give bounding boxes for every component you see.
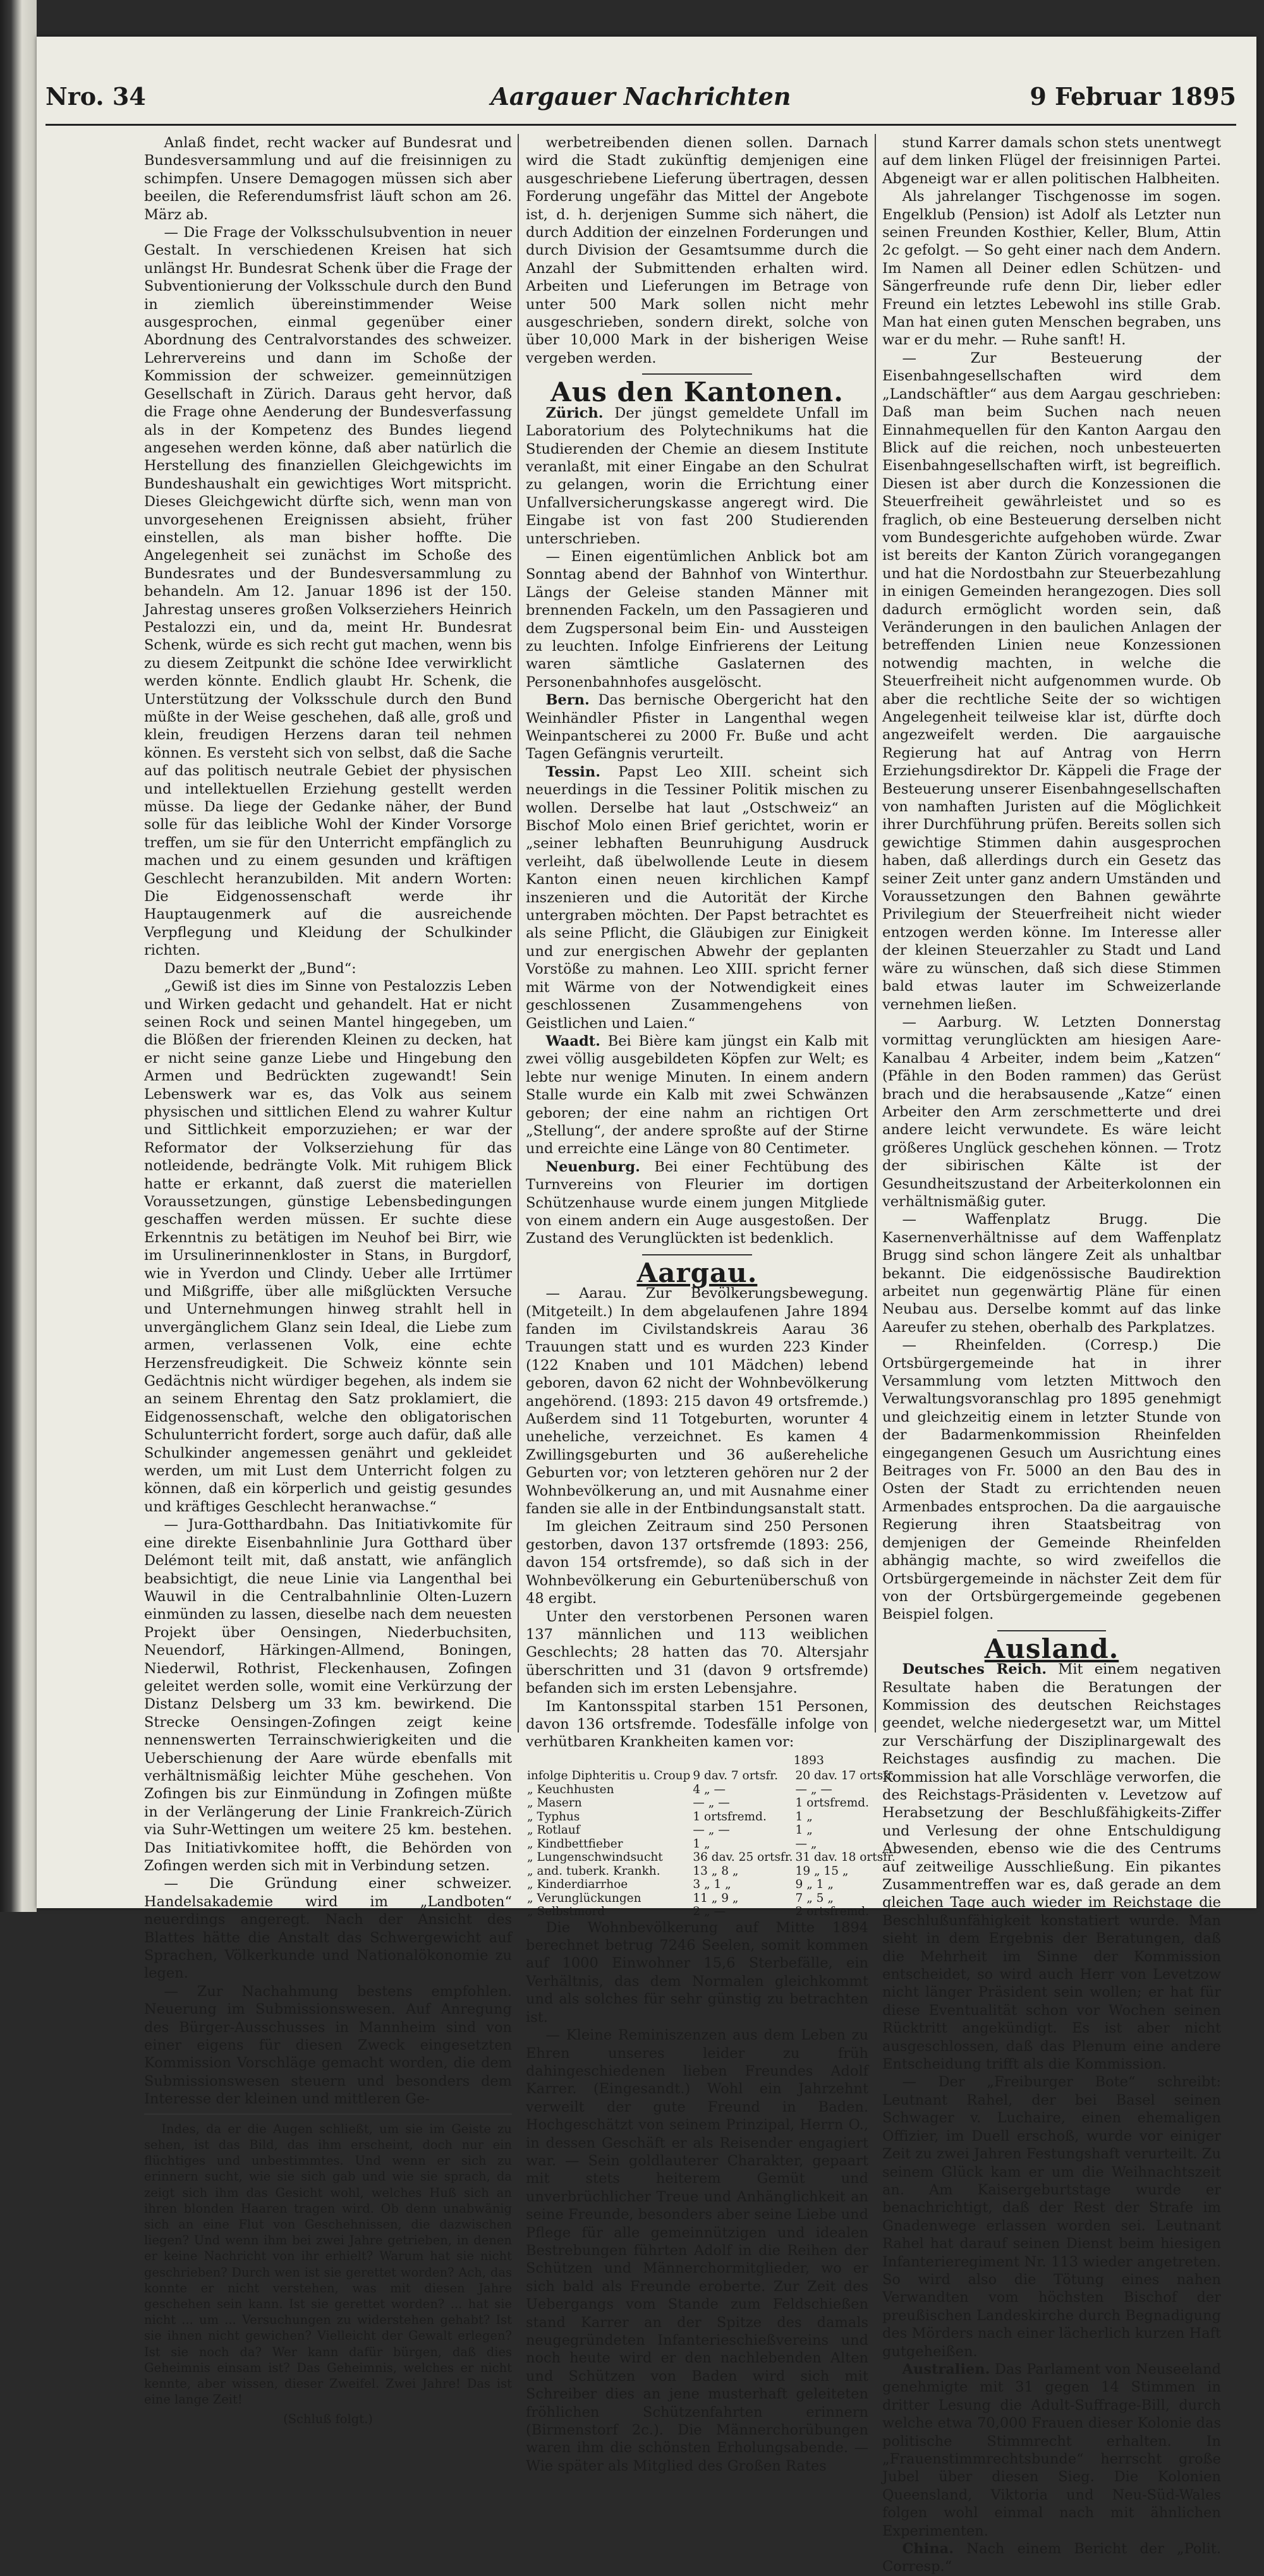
table-year-label: 1893: [793, 1753, 824, 1767]
table-cell-count: 7 „ 5 „: [795, 1891, 834, 1905]
table-cell-cause: „ Kinderdiarrhoe: [527, 1878, 628, 1892]
table-cell-cause: „ Masern: [527, 1796, 582, 1810]
article-paragraph: — Die Frage der Volksschulsubvention in neuer Gestalt. In verschiedenen Kreisen hat sich unlängst Hr. Bundesrat Schenk über die Frage der Subventionierung der Volksschule durch den Bund in ziemlich übereinstimmender Weise ausgesprochen, einmal gegenüber einer Abordnung des Centralvorstandes des schweizer. Lehrervereins und dann im Schoße der Kommission der schweizer. gemeinnützigen Gesellschaft in Zürich. Daraus geht hervor, daß die Frage ohne Aenderung der Bundesverfassung als in der Kompetenz des Bundes liegend angesehen werden könne, daß aber natürlich die Herstellung des finanziellen Gleichgewichts im Bundeshaushalt ein gewichtiges Wort mitspricht. Dieses Gleichgewicht dürfte sich, wenn man von unvorgesehenen Ereignissen absieht, früher einstellen, als man bisher hoffte. Die Angelegenheit sei zunächst im Schoße des Bundesrates und der Bundesversammlung zu behandeln. Am 12. Januar 1896 ist der 150. Jahrestag unseres großen Volkserziehers Heinrich Pestalozzi ein, und da, meint Hr. Bundesrat Schenk, würde es sich recht gut machen, wenn bis zu diesem Zeitpunkt die schöne Idee verwirklicht werden könnte. Endlich glaubt Hr. Schenk, die Unterstützung der Volksschule durch den Bund müßte in der Weise geschehen, daß alle, groß und klein, freudigen Herzens daran teil nehmen können. Es versteht sich von selbst, daß die Sache auf das politisch neutrale Gebiet der physischen und intellektuellen Erziehung gestellt werden müsse. Da liege der Gedanke näher, der Bund solle für das leibliche Wohl der Kinder Vorsorge treffen, um sie für den Unterricht empfänglich zu machen und zu einem gesunden und kräftigen Geschlecht heranzubilden. Mit andern Worten: Die Eidgenossenschaft werde ihr Hauptaugenmerk auf die ausreichende Verpflegung und Kleidung der Schulkinder richten.: [144, 224, 512, 959]
masthead-rule: [46, 124, 1236, 126]
news-text: Mit einem negativen Resultate haben die Beratungen der Kommission des deutschen Reichstages geendet, welche niedergesetzt war, um Mittel zur Verschärfung der Disziplinargewalt des Reichstages ausfindig zu machen. Die Kommission hat alle Vorschläge verworfen, die des Reichstags-Präsidenten v. Levetzow auf Herabsetzung der Beschlußfähigkeits-Ziffer und Verlesung der ohne Entschuldigung Abwesenden, ebenso wie die des Centrums auf zeitweilige Ausschließung. Ein pikantes Zusammentreffen war es, daß gerade an dem gleichen Tage auch wieder im Reichstage die Beschlußunfähigkeit konstatiert wurde. Man sieht in dem Ergebnis der Beratungen, daß die Mehrheit im Sinne der Kommission entscheidet, so wird auch Herr von Levetzow nicht länger Präsident sein wollen; er hat für diese Eventualität schon vor Wochen seinen Rücktritt angekündigt. Es ist aber nicht ausgeschlossen, daß das Plenum eine andere Entscheidung trifft als die Kommission.: [882, 1661, 1221, 2073]
article-paragraph: — Die Gründung einer schweizer. Handelsakademie wird im „Landboten“ neuerdings angeregt. Nach der Ansicht des Blattes hätte die Anstalt das Schwergewicht auf Sprachen, Völkerkunde und Nationalökonomie zu legen.: [144, 1875, 512, 1982]
article-paragraph: „Gewiß ist dies im Sinne von Pestalozzis Leben und Wirken gedacht und gehandelt. Hat er nicht seinen Rock und seinen Mantel hingegeben, um die Blößen der frierenden Kleinen zu decken, hat er nicht seine ganze Liebe und Hingebung den Armen und Bedrückten zugewandt! Sein Lebenswerk war es, das Volk aus seinem physischen und sittlichen Elend zu wahrer Kultur und Sittlichkeit emporzuziehen; er war der Reformator der Volkserziehung für das notleidende, bedrängte Volk. Mit ruhigem Blick hatte er erkannt, daß zuerst die materiellen Voraussetzungen, günstige Lebensbedingungen geschaffen werden müssen. Er suchte diese Erkenntnis zu betätigen im Neuhof bei Birr, wie im Ursulinerinnenkloster in Stans, in Burgdorf, wie in Yverdon und Clindy. Ueber alle Irrtümer und Mißgriffe, über alle mißglückten Versuche und Unternehmungen hinweg strahlt hell in unvergänglichem Glanz sein Ideal, die Liebe zum armen, verlassenen Volk, eine echte Herzensfreudigkeit. Die Schweiz könnte sein Gedächtnis nicht würdiger begehen, als indem sie an seinem Ehrentag den Satz proklamiert, die Eidgenossenschaft, welche den obligatorischen Schulunterricht fordert, sorge auch dafür, daß alle Schulkinder angemessen genährt und gekleidet werden, um mit Lust dem Unterricht folgen zu können, daß ein körperlich und geistig gesundes und kräftiges Geschlecht heranwachse.“: [144, 978, 512, 1515]
table-cell-count: 2 „ —: [693, 1905, 726, 1919]
article-paragraph: Dazu bemerkt der „Bund“:: [164, 960, 356, 977]
article-paragraph: Als jahrelanger Tischgenosse im sogen. Engelklub (Pension) ist Adolf als Letzter nun seinen Freunden Kosthier, Keller, Blum, Attin 2c gefolgt. — So geht einer nach dem Andern. Im Namen all Deiner edlen Schützen- und Sängerfreunde rufe denn Dir, lieber edler Freund ein letztes Lebewohl ins stille Grab. Man hat einen guten Menschen begraben, uns war er du mehr. — Ruhe sanft! H.: [882, 188, 1221, 349]
column-3: [882, 134, 1221, 2575]
canton-news-item: [526, 763, 868, 1032]
mortality-table: [526, 1769, 897, 1919]
news-text: — Einen eigentümlichen Anblick bot am Sonntag abend der Bahnhof von Winterthur. Längs der Geleise standen Männer mit brennenden Fackeln, um den Passagieren und dem Zugspersonal beim Ein- und Aussteigen zu leuchten. Infolge Einfrierens der Leitung waren sämtliche Gaslaternen des Personenbahnhofes ausgelöscht.: [526, 548, 868, 691]
table-cell-count: — „ —: [795, 1782, 832, 1796]
issue-date: 9 Februar 1895: [1030, 82, 1236, 111]
table-cell-count: 4 „ —: [693, 1782, 726, 1796]
table-cell-cause: „ Selbstmord: [527, 1905, 605, 1919]
news-text: — Der „Freiburger Bote“ schreibt: Leutnant Rahel, der bei Basel seinen Schwager v. Luchaire, einen ehemaligen Offizier, im Duell erschoß, wurde vor einiger Zeit zu zwei Jahren Festungshaft verurteilt. Zu seinem Glück kam er um die Weihnachtszeit an. Am Kaisergeburtstage wurde er benachrichtigt, daß der Rest der Strafe im Gnadenwege erlassen worden sei. Leutnant Rahel hat darauf seinen Dienst beim hiesigen Infanterieregiment Nr. 113 wieder angetreten. So wird also die Tötung eines nahen Verwandten vom höchsten Bischof der preußischen Landeskirche durch Begnadigung des Mörders nach einer lächerlich kurzen Haft gutgeheißen.: [882, 2074, 1221, 2360]
table-cell-cause: „ Lungenschwindsucht: [527, 1851, 663, 1865]
table-cell-count: — „ —: [693, 1796, 730, 1810]
table-cell-count: 1 „: [693, 1837, 710, 1851]
column-divider: [518, 134, 519, 1732]
table-row: [526, 1837, 897, 1851]
place-label: Australien.: [902, 2361, 990, 2378]
table-cell-count: 1 ortsfremd.: [795, 1796, 870, 1810]
table-cell-count: 3 „ 1 „: [693, 1878, 731, 1892]
table-cell-count: 19 „ 15 „: [795, 1864, 849, 1878]
table-cell-count: 9 „ 1 „: [795, 1878, 834, 1892]
masthead: [46, 82, 1236, 120]
foreign-news-item: [882, 2073, 1221, 2361]
column-2: [526, 134, 896, 2474]
news-text: Das bernische Obergericht hat den Weinhändler Pfister in Langenthal wegen Weinpantscherei zu 2000 Fr. Buße und acht Tagen Gefängnis verurteilt.: [526, 692, 868, 763]
article-paragraph: — Kleine Reminiszenzen aus dem Leben zu Ehren unseres leider zu früh dahingeschiedenen lieben Freundes Adolf Karrer. (Eingesandt.) Wohl ein Jahrzehnt verweilt der gute Freund in Baden. Hochgeschätzt von seinem Prinzipal, Herrn O., in dessen Geschäft er als Reisender engagiert war. — Sein goldlauterer Charakter, gepaart mit stets heiterem Gemüt und unverbrüchlicher Treue und Anhänglichkeit an seine Freunde, besonders aber seine Liebe und Pflege für alle gemeinnützigen und idealen Bestrebungen führten Adolf in die Reihen der Schützen und Männerchormitglieder, wo er sich bald als Freunde eroberte. Zur Zeit des Uebergangs vom Stande zum Feldschießen stand Karrer an der Spitze des damals neugegründeten Infanterieschießvereins und noch heute wird er den nachlebenden Alten und Schützen von Baden wird sich mit Schreiber dies an jene musterhaft geleiteten fröhlichen Schützenfahrten erinnern (Birmenstorf 2c.). Die Männerchorübungen waren ihm die schönsten Erholungsabende. — Wie später als Mitglied des Großen Rates: [526, 2027, 868, 2474]
news-text: Bei einer Fechtübung des Turnvereins von Fleurier im dortigen Schützenhause wurde einem jungen Mitgliede von einem andern ein Auge ausgestoßen. Der Zustand des Verunglückten ist bedenklich.: [526, 1158, 868, 1247]
article-paragraph: Die Wohnbevölkerung auf Mitte 1894 berechnet betrug 7246 Seelen, somit kommen auf 1000 Einwohner 15,6 Sterbefälle, ein Verhältnis, das dem Normalen gleichkommt und als solches für sehr günstig zu betrachten ist.: [526, 1919, 868, 2026]
newspaper-title: Aargauer Nachrichten: [490, 82, 791, 111]
table-row: [526, 1878, 897, 1892]
article-paragraph: Im gleichen Zeitraum sind 250 Personen gestorben, davon 137 ortsfremde (1893: 256, davon 154 ortsfremde), so daß sich in der Wohnbevölkerung ein Geburtenüberschuß von 48 ergibt.: [526, 1518, 868, 1607]
table-cell-count: — „ —: [693, 1823, 730, 1837]
news-text: Nach einem Bericht der „Polit. Corresp.“: [882, 2541, 1221, 2575]
table-row: [526, 1892, 897, 1906]
table-row: [526, 1865, 897, 1878]
article-paragraph: — Aarburg. W. Letzten Donnerstag vormittag verunglückten am hiesigen Aare-Kanalbau 4 Arbeiter, indem beim „Katzen“ (Pfähle in den Boden rammen) das Gerüst brach und die herabsausende „Katze“ einen Arbeiter den Arm zerschmetterte und drei andere leicht verwundete. Es wäre leicht größeres Unglück geschehen können. — Trotz der sibirischen Kälte ist der Gesundheitszustand der Arbeiterkolonnen ein verhältnismäßig guter.: [882, 1013, 1221, 1210]
table-cell-count: 31 dav. 18 ortsfr.: [795, 1851, 896, 1865]
news-text: Das Parlament von Neuseeland genehmigte mit 31 gegen 14 Stimmen in dritter Lesung die Adult-Suffrage-Bill, durch welche etwa 70,000 Frauen dieser Kolonie das politische Stimmrecht erhalten. In „Frauenstimmrechtsbunde“ herrscht große Jubel über diesen Sieg. Die Kolonien Queensland, Viktoria und Neu-Süd-Wales folgen wohl einmal nach mit ähnlichen Experimenten.: [882, 2361, 1221, 2539]
section-divider: [997, 1630, 1106, 1631]
table-cell-cause: „ Verunglückungen: [527, 1891, 641, 1905]
canton-news-item: [526, 548, 868, 691]
place-label: China.: [902, 2541, 954, 2558]
table-cell-count: 11 „ 9 „: [693, 1891, 739, 1905]
table-cell-count: 13 „ 8 „: [693, 1864, 739, 1878]
canton-news-item: [526, 1158, 868, 1248]
table-cell-cause: „ and. tuberk. Krankh.: [527, 1864, 660, 1878]
table-cell-count: 2 ortsfremd.: [795, 1905, 870, 1919]
column-divider: [875, 134, 876, 1732]
article-paragraph: — Rheinfelden. (Corresp.) Die Ortsbürgergemeinde hat in ihrer Versammlung vom letzten Mittwoch den Verwaltungsvoranschlag pro 1895 genehmigt und gleichzeitig einem in letzter Stunde von der Badarmenkommission Rheinfelden eingegangenen Gesuch um Ausrichtung eines Beitrages von Fr. 5000 an den Bau des in Osten der Stadt zu errichtenden neuen Armenbades entsprochen. Da die aargauische Regierung ihren Staatsbeitrag von demjenigen der Gemeinde Rheinfelden abhängig machte, so wird zweifellos die Ortsbürgergemeinde in nächster Zeit dem für von der Ortsbürgergemeinde gegebenen Beispiel folgen.: [882, 1337, 1221, 1623]
foreign-news-item: [882, 1660, 1221, 2073]
article-paragraph: — Waffenplatz Brugg. Die Kasernenverhältnisse auf dem Waffenplatz Brugg sind schon längere Zeit als unhaltbar bekannt. Die eidgenössische Baudirektion arbeitet nun gegenwärtig Pläne für einen Neubau aus. Derselbe kommt auf das linke Aareufer zu stehen, oberhalb des Parkplatzes.: [882, 1211, 1221, 1336]
news-text: Bei Bière kam jüngst ein Kalb mit zwei völlig ausgebildeten Köpfen zur Welt; es lebte nur wenige Minuten. In einem andern Stalle wurde ein Kalb mit zwei Schwänzen geboren; der eine nahm an richtigen Ort „Stellung“, der andere sproßte auf der Stirne und erreichte eine Länge von 80 Centimeter.: [526, 1032, 869, 1158]
table-cell-count: 9 dav. 7 ortsfr.: [693, 1769, 778, 1783]
table-cell-cause: „ Kindbettfieber: [527, 1837, 623, 1851]
issue-number: Nro. 34: [46, 82, 146, 111]
table-cell-cause: „ Rotlauf: [527, 1823, 580, 1837]
place-label: Waadt.: [545, 1032, 600, 1049]
table-cell-count: 1 „: [795, 1810, 813, 1823]
canton-news-item: [526, 1032, 868, 1158]
article-paragraph: — Jura-Gotthardbahn. Das Initiativkomite für eine direkte Eisenbahnlinie Jura Gotthard über Delémont teilt mit, daß anstatt, wie anfänglich beabsichtigt, die neue Linie via Langenthal bei Wauwil in die Centralbahnlinie Olten-Luzern einmünden zu lassen, dieselbe nach dem neuesten Projekt über Oensingen, Niederbuchsiten, Neuendorf, Härkingen-Allmend, Boningen, Niederwil, Rothrist, Fleckenhausen, Zofingen geleitet werden solle, womit eine Verkürzung der Distanz Delsberg um 33 km. bewirkend. Die Strecke Oensingen-Zofingen zeigt keine nennenswerten Terrainschwierigkeiten und die Ueberschienung der Aare würde ebenfalls mit verhältnismäßig leichter Mühe geschehen. Von Zofingen bis zur Einmündung in Zofingen müßte in der Verlängerung der Linie Frankreich-Zürich via Suhr-Wettingen um weitere 25 km. bestehen. Das Initiativkomitee hofft, die Behörden von Zofingen werden sich mit in Verbindung setzen.: [144, 1516, 512, 1874]
article-paragraph: — Zur Besteuerung der Eisenbahngesellschaften wird dem „Landschäftler“ aus dem Aargau geschrieben: Daß man beim Suchen nach neuen Einnahmequellen für den Kanton Aargau den Blick auf die reichen, noch unbesteuerten Eisenbahngesellschaften wirft, ist begreiflich. Diesen ist aber durch die Konzessionen die Steuerfreiheit gewährleistet und so es fraglich, ob eine Besteuerung derselben nicht vom Bundesgerichte aufgehoben würde. Zwar ist bereits der Kanton Zürich vorangegangen und hat die Nordostbahn zur Steuerbezahlung in einigen Gemeinden herangezogen. Dies soll dadurch ermöglicht worden sein, daß Veränderungen in den baulichen Anlagen der betreffenden Linien neue Konzessionen notwendig machten, in welche die Steuerfreiheit nicht aufgenommen wurde. Ob aber die rechtliche Seite der so wichtigen Angelegenheit teilweise klar ist, dürfte doch angezweifelt werden. Die aargauische Regierung hat auf Antrag von Herrn Erziehungsdirektor Dr. Käppeli die Frage der Besteuerung unserer Eisenbahngesellschaften von namhaften Juristen auf die Möglichkeit ihrer Durchführung prüfen. Bereits sollen sich gewichtige Stimmen dahin ausgesprochen haben, daß allerdings durch ein Gesetz das seiner Zeit unter ganz andern Umständen und Voraussetzungen den Bahnen gewährte Privilegium der Steuerfreiheit nicht wieder entzogen werden könne. Im Interesse aller der kleinen Steuerzahler zu Stadt und Land wäre zu wünschen, daß sich diese Stimmen bald etwas lauter im Schweizerlande vernehmen ließen.: [882, 349, 1221, 1013]
table-row: [526, 1823, 897, 1837]
article-paragraph: Im Kantonsspital starben 151 Personen, davon 136 ortsfremde. Todesfälle infolge von verhütbaren Krankheiten kamen vor:: [526, 1698, 868, 1751]
page-edge-shadow: [0, 0, 37, 1912]
section-heading-ausland: Ausland.: [984, 1633, 1119, 1664]
section-heading-aargau: Aargau.: [636, 1257, 758, 1288]
place-label: Neuenburg.: [545, 1158, 640, 1175]
table-cell-cause: „ Typhus: [527, 1810, 580, 1823]
table-cell-cause: „ Keuchhusten: [527, 1782, 614, 1796]
place-label: Deutsches Reich.: [902, 1661, 1047, 1678]
table-cell-count: — „: [795, 1837, 817, 1851]
article-paragraph: Unter den verstorbenen Personen waren 137 männlichen und 113 weiblichen Geschlechts; 28 hatten das 70. Altersjahr überschritten und 31 (davon 9 ortsfremde) befanden sich im ersten Lebensjahre.: [526, 1608, 868, 1697]
article-paragraph: — Aarau. Zur Bevölkerungsbewegung. (Mitgeteilt.) In dem abgelaufenen Jahre 1894 fanden im Civilstandskreis Aarau 36 Trauungen statt und es wurden 223 Kinder (122 Knaben und 101 Mädchen) lebend geboren, davon 62 nicht der Wohnbevölkerung angehörend. (1893: 215 davon 49 ortsfremde.) Außerdem sind 11 Totgeburten, worunter 4 uneheliche, verzeichnet. Es kamen 4 Zwillingsgeburten und 36 außereheliche Geburten vor; von letzteren gehören nur 2 der Wohnbevölkerung an, und mit Ausnahme einer fanden sie alle in der Entbindungsanstalt statt.: [526, 1285, 868, 1518]
article-paragraph: werbetreibenden dienen sollen. Darnach wird die Stadt zukünftig demjenigen eine ausgeschriebene Lieferung übertragen, dessen Forderung ungefähr das Mittel der Angebote ist, d. h. derjenigen Summe sich nähert, die durch Addition der einzelnen Forderungen und durch Division der Gesamtsumme durch die Anzahl der Submittenden erhalten wird. Arbeiten und Lieferungen im Betrage von unter 500 Mark sollen nicht mehr ausgeschrieben, sondern direkt, solche von über 10,000 Mark in der bisherigen Weise vergeben werden.: [526, 135, 868, 366]
canton-news-item: [526, 691, 868, 763]
news-text: Papst Leo XIII. scheint sich neuerdings in die Tessiner Politik mischen zu wollen. Derselbe hat laut „Ostschweiz“ an Bischof Molo einen Brief gerichtet, worin er „seiner lebhaften Beunruhigung Ausdruck verleiht, daß übelwollende Leute in diesem Kanton einen neuen kirchlichen Kampf inszenieren und die Autorität der Kirche untergraben möchten. Der Papst betrachtet es als seine Pflicht, die Gläubigen zur Einigkeit und zur energischen Abwehr der geplanten Vorstöße zu mahnen. Leo XIII. spricht ferner mit Wärme von der Notwendigkeit eines geschlossenen Zusammengehens von Geistlichen und Laien.“: [526, 763, 868, 1032]
feuilleton: [144, 2113, 512, 2428]
feuilleton-continued: (Schluß folgt.): [283, 2412, 373, 2427]
article-paragraph: Anlaß findet, recht wacker auf Bundesrat und Bundesversammlung und auf die freisinnigen zu schimpfen. Unsere Demagogen müssen sich aber beeilen, die Referendumsfrist läuft schon am 26. März ab.: [144, 135, 512, 223]
section-heading-kantone: Aus den Kantonen.: [550, 377, 844, 408]
table-cell-count: 1 „: [795, 1823, 813, 1837]
table-row: [526, 1810, 897, 1824]
table-row: [526, 1783, 897, 1797]
table-cell-count: 36 dav. 25 ortsfr.: [693, 1851, 793, 1865]
canton-news-item: [526, 404, 868, 548]
news-text: Der jüngst gemeldete Unfall im Laboratorium des Polytechnikums hat die Studierenden der Chemie an diesem Institute veranlaßt, mit einer Eingabe an den Schulrat zu gelangen, worin die Errichtung einer Unfallversicherungskasse angeregt wird. Die Eingabe ist von fast 200 Studierenden unterschrieben.: [526, 404, 868, 547]
article-paragraph: — Zur Nachahmung bestens empfohlen. Neuerung im Submissionswesen. Auf Anregung des Bürger-Ausschusses in Mannheim sind von einer eigens für diesen Zweck eingesetzten Kommission Vorschläge gemacht worden, die dem Submissionswesen steuern und besonders dem Interesse der kleinen und mittleren Ge-: [144, 1983, 512, 2108]
foreign-news-item: [882, 2540, 1221, 2576]
place-label: Tessin.: [545, 763, 601, 780]
table-cell-cause: infolge Diphteritis u. Croup: [527, 1769, 691, 1783]
table-row: [526, 1851, 897, 1865]
section-divider: [642, 1254, 751, 1255]
table-cell-count: 20 dav. 17 ortsfr.: [795, 1769, 896, 1783]
place-label: Bern.: [545, 692, 590, 709]
place-label: Zürich.: [545, 404, 604, 421]
table-row: [526, 1769, 897, 1783]
table-row: [526, 1905, 897, 1919]
section-divider: [642, 373, 751, 375]
feuilleton-text: Indes, da er die Augen schließt, um sie im Geiste zu sehen, ist das Bild, das ihm erscheint, doch nur ein flüchtiges und unbestimmtes. Und wenn er sich zu erinnern sucht, wie sie sich gab und wie sie sprach, da zeigt sich ihm das Gesicht wohl, welches Huß sich an ihren blonden Haaren tragen wird. Ob denn unabwänig sich an eine Flut von Geschehnissen, die dazwischen liegen? Und wenn ihm bei zwei Jahre getrieben, in denen er keine Nachricht von ihr erhielt? Warum hat sie nicht geschrieben? Durch wen ist sie gerettet worden? Ach, das konnte er nicht verstehen, was mit diesen Jahre geschehen sein kann. Ist sie gerettet worden? ... hat sie nicht ... um ... Versuchungen zu widerstehen gehabt? Ist sie ihnen nicht gewichen? Vielleicht der Gewalt erlegen? Ist sie noch da? Wer kann dafür bürgen, daß dies Geheimnis einsam ist? Das Geheimnis, welches er nicht kennte, aber wissen, dieser Zweifel. Zwei Jahre! Das ist eine lange Zeit!: [144, 2121, 512, 2407]
column-1: [144, 134, 512, 2427]
foreign-news-item: [882, 2361, 1221, 2540]
table-cell-count: 1 ortsfremd.: [693, 1810, 767, 1823]
table-row: [526, 1796, 897, 1810]
article-paragraph: stund Karrer damals schon stets unentwegt auf dem linken Flügel der freisinnigen Partei. Abgeneigt war er allen politischen Halbheiten.: [882, 135, 1221, 187]
